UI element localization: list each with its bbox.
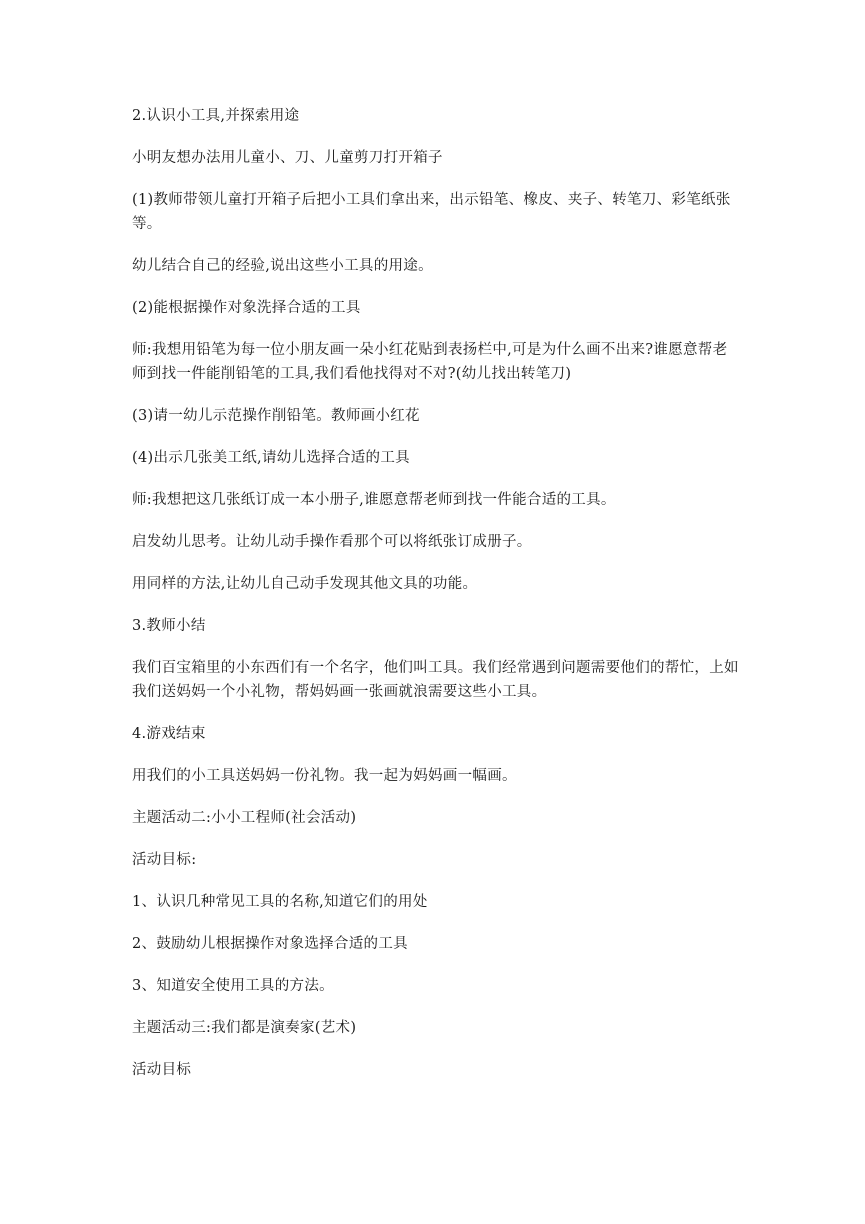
paragraph-same-method: 用同样的方法,让幼儿自己动手发现其他文具的功能。 <box>132 576 478 592</box>
paragraph-goal-2: 2、鼓励幼儿根据操作对象选择合适的工具 <box>132 936 408 952</box>
paragraph-open-box: 小明友想办法用儿童小、刀、儿童剪刀打开箱子 <box>132 150 443 166</box>
paragraph-tool-uses: 幼儿结合自己的经验,说出这些小工具的用途。 <box>132 258 433 274</box>
paragraph-step-4: (4)出示几张美工纸,请幼儿选择合适的工具 <box>132 450 410 466</box>
paragraph-section-4-heading: 4.游戏结束 <box>132 726 206 742</box>
paragraph-inspire-thinking: 启发幼儿思考。让幼儿动手操作看那个可以将纸张订成册子。 <box>132 534 532 550</box>
document-body <box>132 104 742 1082</box>
paragraph-goals-label-2: 活动目标 <box>132 1062 192 1078</box>
paragraph-activity-2-title: 主题活动二:小小工程师(社会活动) <box>132 810 357 826</box>
paragraph-teacher-booklet: 师:我想把这几张纸订成一本小册子,谁愿意帮老师到找一件能合适的工具。 <box>132 492 616 508</box>
paragraph-goal-3: 3、知道安全使用工具的方法。 <box>132 978 334 994</box>
paragraph-step-1: (1)教师带领儿童打开箱子后把小工具们拿出来，出示铅笔、橡皮、夹子、转笔刀、彩笔纸张等。 <box>132 192 731 232</box>
paragraph-section-2-heading: 2.认识小工具,并探索用途 <box>132 108 300 124</box>
paragraph-gift: 用我们的小工具送妈妈一份礼物。我一起为妈妈画一幅画。 <box>132 768 517 784</box>
paragraph-section-3-heading: 3.教师小结 <box>132 618 206 634</box>
paragraph-teacher-pencil: 师:我想用铅笔为每一位小朋友画一朵小红花贴到表扬栏中,可是为什么画不出来?谁愿意帮老师到找一件能削铅笔的工具,我们看他找得对不对?(幼儿找出转笔刀) <box>132 342 728 382</box>
paragraph-summary: 我们百宝箱里的小东西们有一个名字，他们叫工具。我们经常遇到问题需要他们的帮忙，上如我们送妈妈一个小礼物，帮妈妈画一张画就浪需要这些小工具。 <box>132 660 739 700</box>
paragraph-activity-3-title: 主题活动三:我们都是演奏家(艺术) <box>132 1020 357 1036</box>
paragraph-step-2: (2)能根据操作对象洗择合适的工具 <box>132 300 361 316</box>
paragraph-goals-label: 活动目标: <box>132 852 197 868</box>
paragraph-goal-1: 1、认识几种常见工具的名称,知道它们的用处 <box>132 894 428 910</box>
paragraph-step-3: (3)请一幼儿示范操作削铅笔。教师画小红花 <box>132 408 420 424</box>
